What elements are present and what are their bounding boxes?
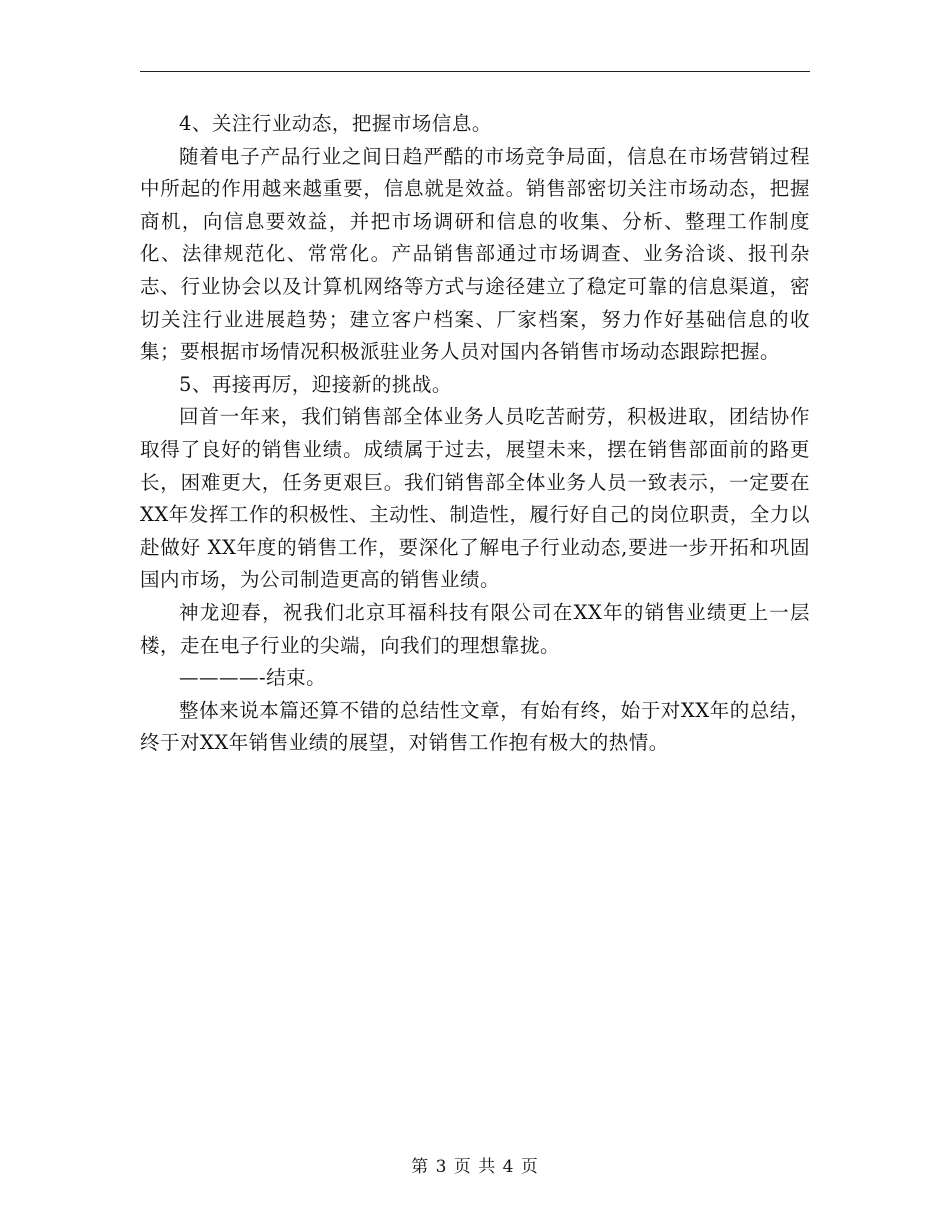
paragraph-review-outlook: 回首一年来，我们销售部全体业务人员吃苦耐劳，积极进取，团结协作取得了良好的销售业绩。成绩属于过去，展望未来，摆在销售部面前的路更长，困难更大，任务更艰巨。我们销售部全体业务人员一致表示，一定要在XX年发挥工作的积极性、主动性、制造性，履行好自己的岗位职责，全力以赴做好 XX年度的销售工作，要深化了解电子行业动态,要进一步开拓和巩固国内市场，为公司制造更高的销售业绩。 [140,405,810,592]
paragraph-market-info: 随着电子产品行业之间日趋严酷的市场竞争局面，信息在市场营销过程中所起的作用越来越重要，信息就是效益。销售部密切关注市场动态，把握商机，向信息要效益，并把市场调研和信息的收集、分析、整理工作制度化、法律规范化、常常化。产品销售部通过市场调查、业务洽谈、报刊杂志、行业协会以及计算机网络等方式与途径建立了稳定可靠的信息渠道，密切关注行业进展趋势；建立客户档案、厂家档案，努力作好基础信息的收集；要根据市场情况积极派驻业务人员对国内各销售市场动态跟踪把握。 [140,144,810,364]
paragraph-commentary: 整体来说本篇还算不错的总结性文章，有始有终，始于对XX年的总结，终于对XX年销售业绩的展望，对销售工作抱有极大的热情。 [140,698,810,755]
section-heading-4: 4、关注行业动态，把握市场信息。 [179,112,492,135]
paragraph-new-year-wishes: 神龙迎春，祝我们北京耳福科技有限公司在XX年的销售业绩更上一层楼，走在电子行业的尖端，向我们的理想靠拢。 [140,600,810,657]
page-number: 第 3 页 共 4 页 [411,1157,539,1177]
paragraph-end-marker: ————-结束。 [179,666,327,690]
document-body [140,108,810,760]
header-rule [140,71,810,72]
section-heading-5: 5、再接再厉，迎接新的挑战。 [179,372,452,396]
